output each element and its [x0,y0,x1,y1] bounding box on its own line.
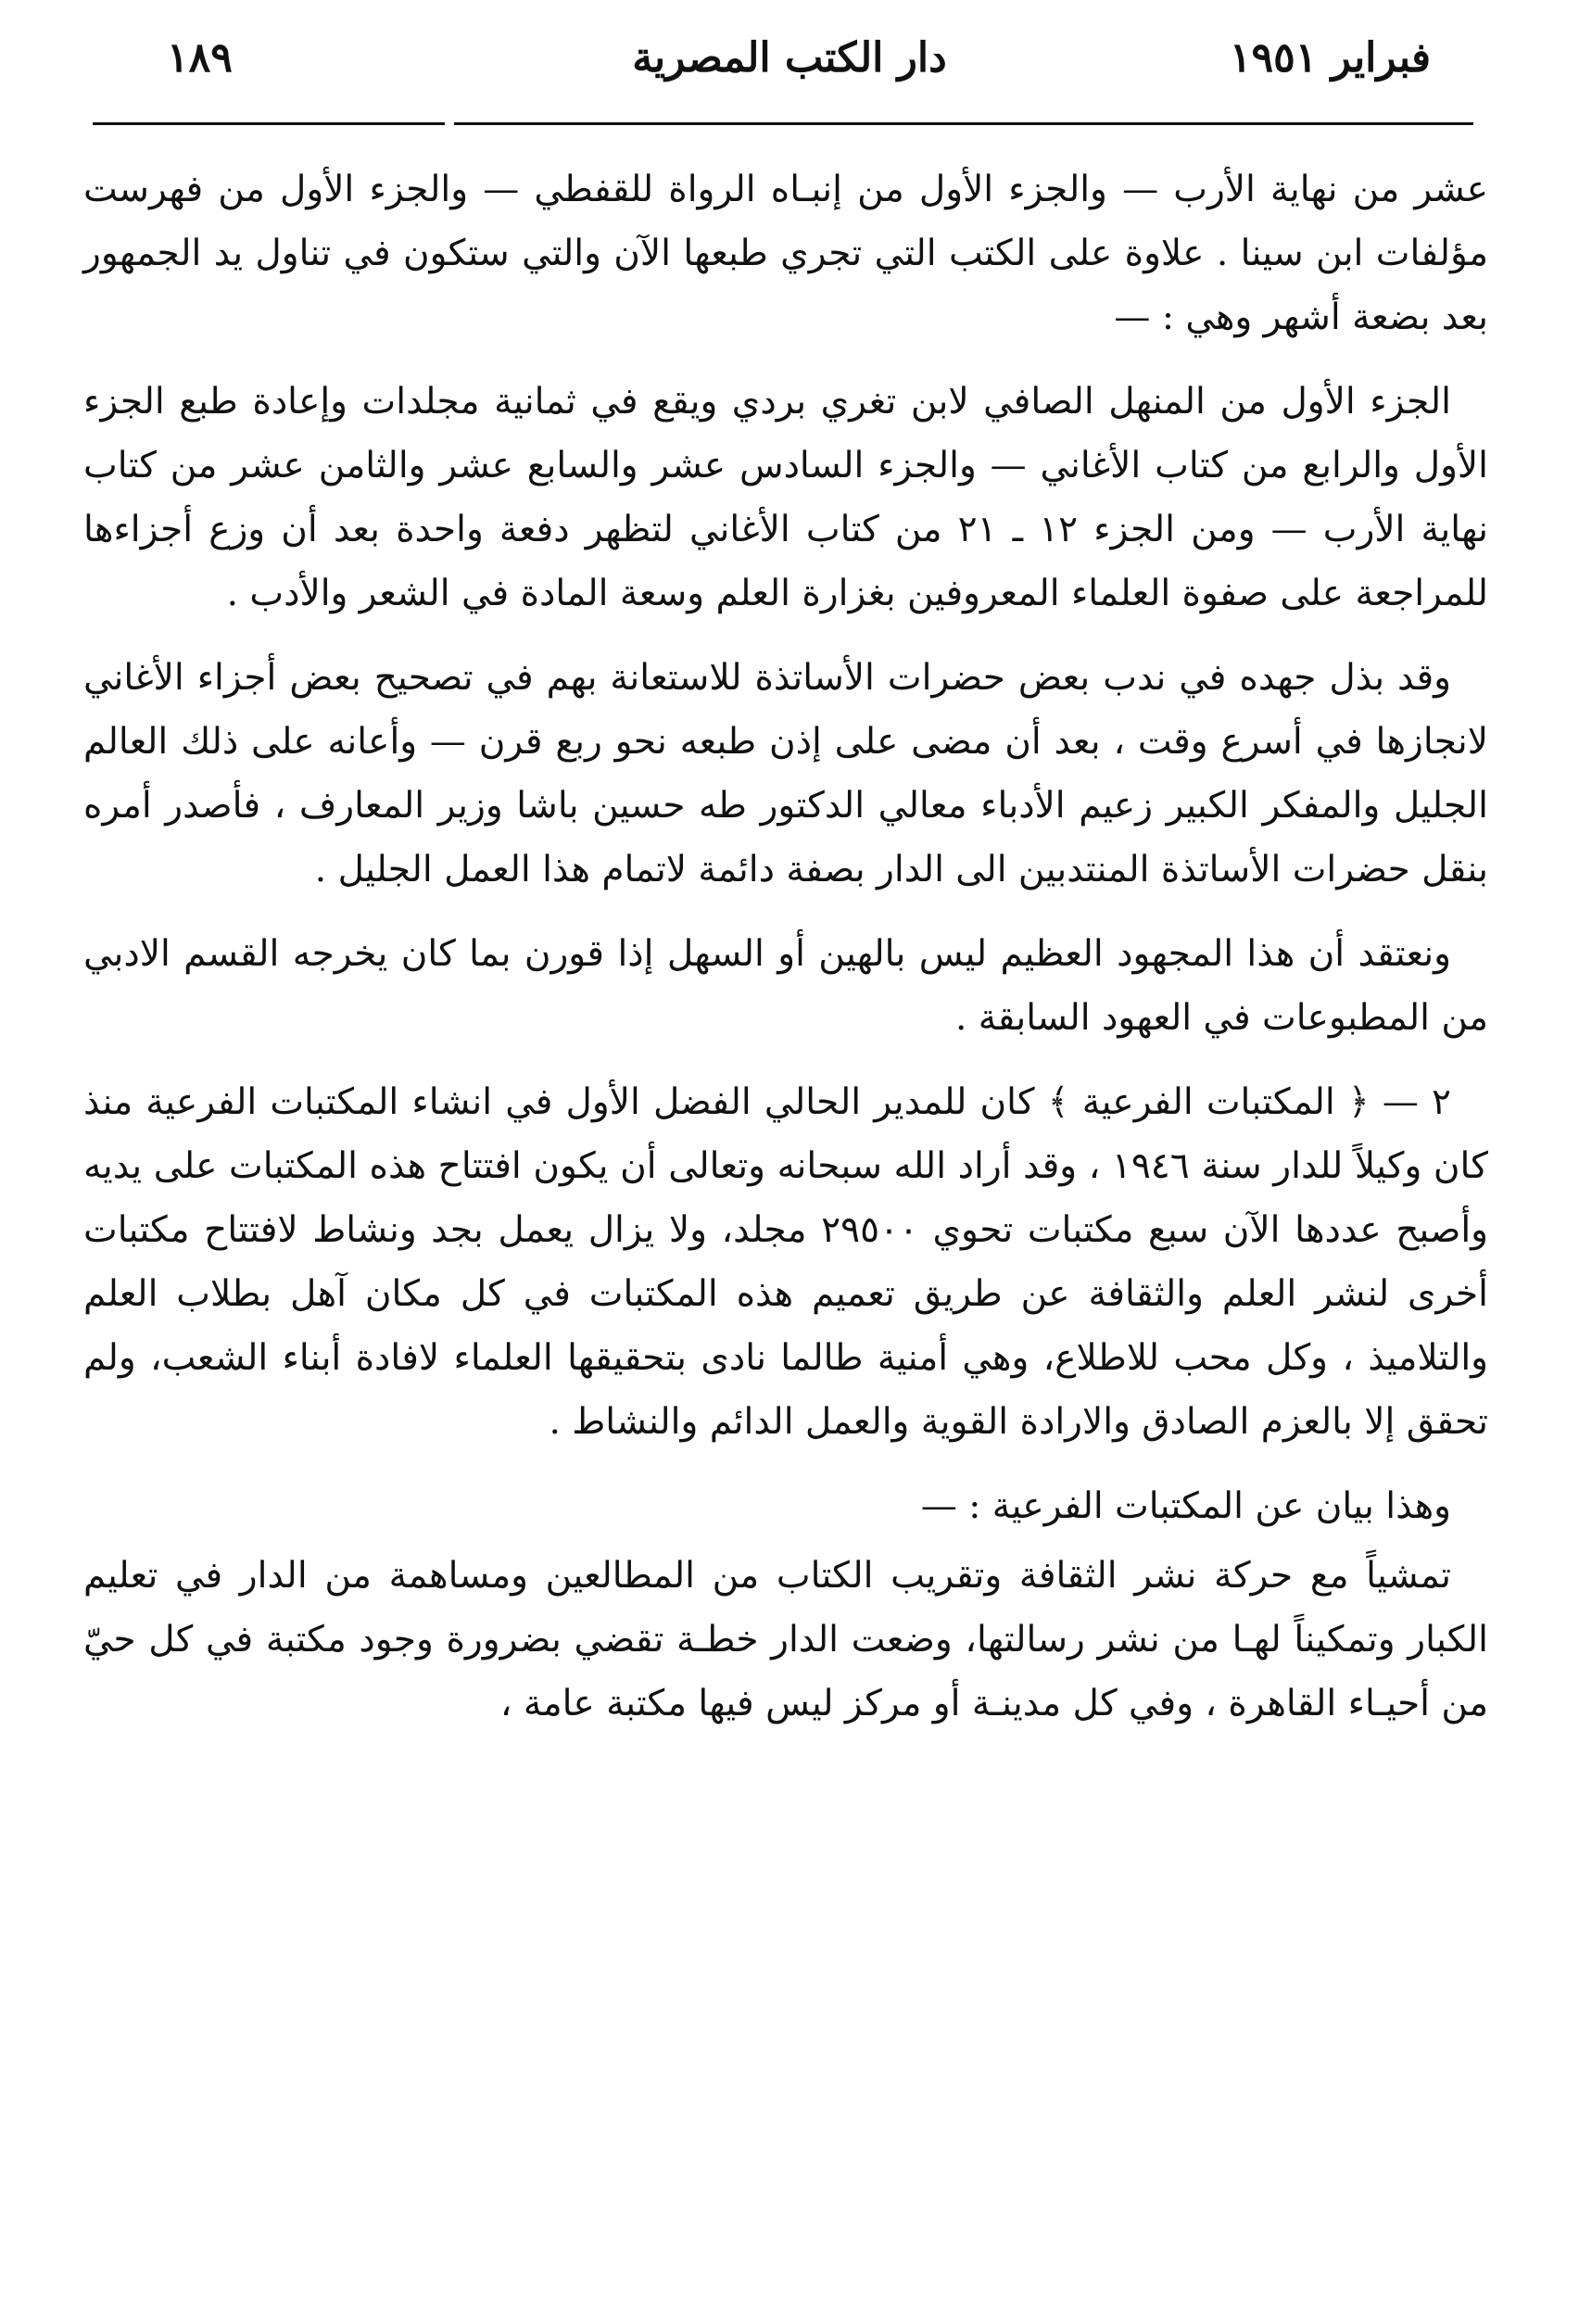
page-header [148,26,1431,91]
paragraph-1: عشر من نهاية الأرب — والجزء الأول من إنبـاه الرواة للقفطي — والجزء الأول من فهرست مؤلفات ابن سينا . علاوة على الكتب التي تجري طبعها الآن والتي ستكون في تناول يد الجمهور بعد بضعة أشهر وهي : — [83,169,1488,338]
paragraph-2: الجزء الأول من المنهل الصافي لابن تغري بردي ويقع في ثمانية مجلدات وإعادة طبع الجزء الأول والرابع من كتاب الأغاني — والجزء السادس عشر والسابع عشر والثامن عشر من كتاب نهاية الأرب — ومن الجزء ١٢ ـ ٢١ من كتاب الأغاني لتظهر دفعة واحدة بعد أن وزع أجزاءها للمراجعة على صفوة العلماء المعروفين بغزارة العلم وسعة المادة في الشعر والأدب . [83,381,1488,614]
header-title: دار الكتب المصرية [632,34,947,82]
page-number: ١٨٩ [167,34,233,82]
paragraph-5-branch-libraries: ٢ — ﴿ المكتبات الفرعية ﴾ كان للمدير الحالي الفضل الأول في انشاء المكتبات الفرعية منذ كان وكيلاً للدار سنة ١٩٤٦ ، وقد أراد الله سبحانه وتعالى أن يكون افتتاح هذه المكتبات على يديه وأصبح عددها الآن سبع مكتبات تحوي ٢٩٥٠٠ مجلد، ولا يزال يعمل بجد ونشاط لافتتاح مكتبات أخرى لنشر العلم والثقافة عن طريق تعميم هذه المكتبات في كل مكان آهل بطلاب العلم والتلاميذ ، وكل محب للاطلاع، وهي أمنية طالما نادى بتحقيقها العلماء لافادة أبناء الشعب، ولم تحقق إلا بالعزم الصادق والارادة القوية والعمل الدائم والنشاط . [83,1081,1488,1443]
header-rule-left [93,122,445,125]
paragraph-3: وقد بذل جهده في ندب بعض حضرات الأساتذة للاستعانة بهم في تصحيح بعض أجزاء الأغاني لانجازها في أسرع وقت ، بعد أن مضى على إذن طبعه نحو ربع قرن — وأعانه على ذلك العالم الجليل والمفكر الكبير زعيم الأدباء معالي الدكتور طه حسين باشا وزير المعارف ، فأصدر أمره بنقل حضرات الأساتذة المنتدبين الى الدار بصفة دائمة لاتمام هذا العمل الجليل . [83,657,1488,890]
header-rule-right [454,122,1473,125]
paragraph-7: تمشياً مع حركة نشر الثقافة وتقريب الكتاب من المطالعين ومساهمة من الدار في تعليم الكبار وتمكيناً لهـا من نشر رسالتها، وضعت الدار خطـة تقضي بضرورة وجود مكتبة في كل حيّ من أحيـاء القاهرة ، وفي كل مدينـة أو مركز ليس فيها مكتبة عامة ، [83,1555,1488,1724]
paragraph-6: وهذا بيان عن المكتبات الفرعية : — [920,1485,1451,1527]
paragraph-4: ونعتقد أن هذا المجهود العظيم ليس بالهين أو السهل إذا قورن بما كان يخرجه القسم الادبي من المطبوعات في العهود السابقة . [83,933,1488,1039]
body-text [83,158,1488,1756]
header-date: فبراير ١٩٥١ [1229,34,1431,82]
